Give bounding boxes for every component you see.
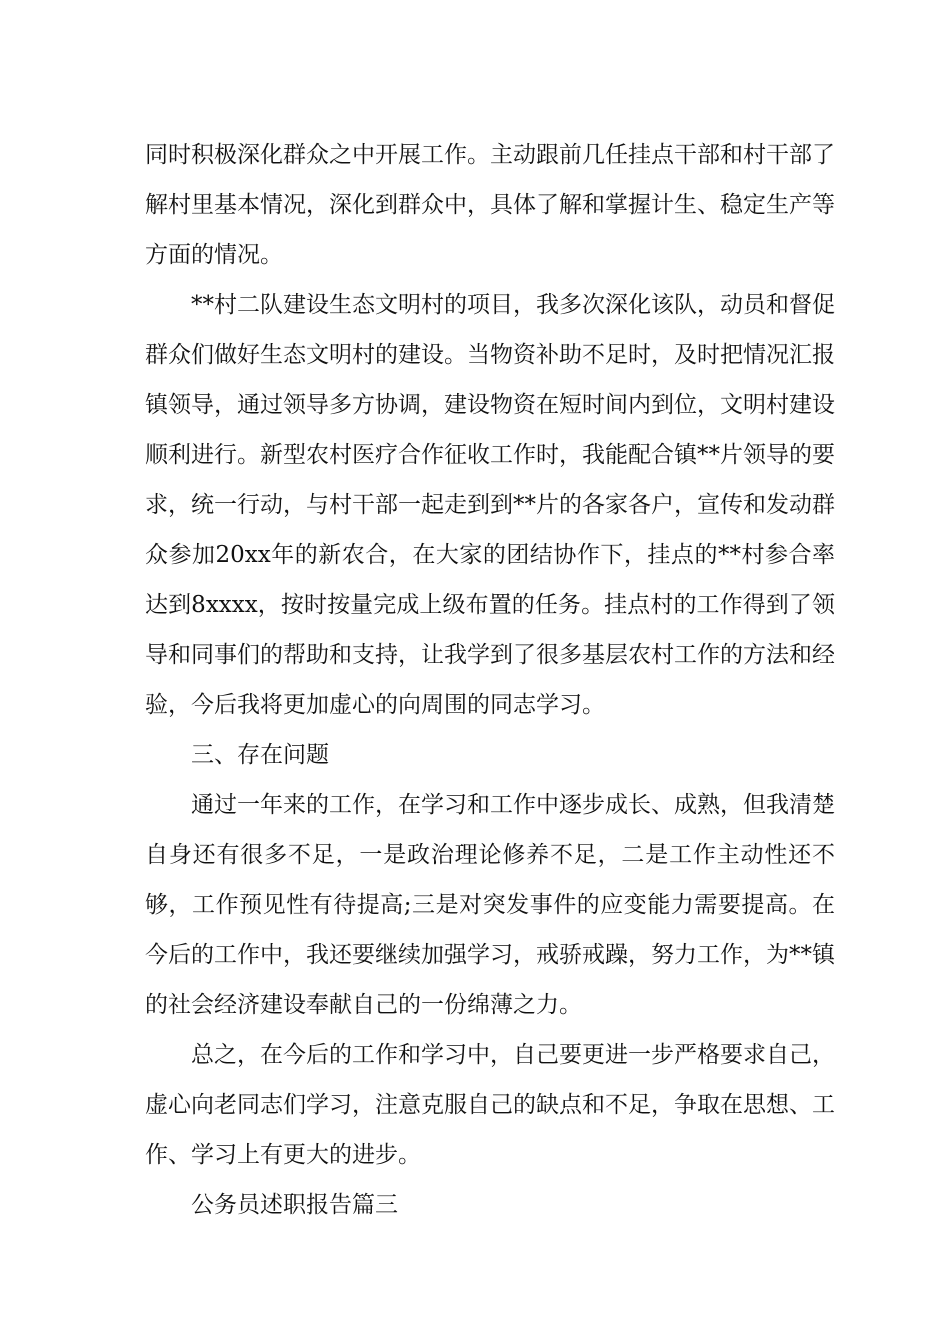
paragraph-conclusion: 总之，在今后的工作和学习中，自己要更进一步严格要求自己，虚心向老同志们学习，注意克服自己的缺点和不足，争取在思想、工作、学习上有更大的进步。 — [145, 1042, 835, 1168]
document-body — [145, 130, 835, 1230]
section-heading-problems: 三、存在问题 — [191, 742, 329, 768]
paragraph-village-project: **村二队建设生态文明村的项目，我多次深化该队，动员和督促群众们做好生态文明村的建设。当物资补助不足时，及时把情况汇报镇领导，通过领导多方协调，建设物资在短时间内到位，文明村建设顺利进行。新型农村医疗合作征收工作时，我能配合镇**片领导的要求，统一行动，与村干部一起走到到**片的各家各户，宣传和发动群众参加20xx年的新农合，在大家的团结协作下，挂点的**村参合率达到8xxxx，按时按量完成上级布置的任务。挂点村的工作得到了领导和同事们的帮助和支持，让我学到了很多基层农村工作的方法和经验，今后我将更加虚心的向周围的同志学习。 — [145, 292, 835, 718]
paragraph-continuation: 同时积极深化群众之中开展工作。主动跟前几任挂点干部和村干部了解村里基本情况，深化到群众中，具体了解和掌握计生、稳定生产等方面的情况。 — [145, 142, 835, 268]
paragraph-shortcomings: 通过一年来的工作，在学习和工作中逐步成长、成熟，但我清楚自身还有很多不足，一是政治理论修养不足，二是工作主动性还不够，工作预见性有待提高;三是对突发事件的应变能力需要提高。在今后的工作中，我还要继续加强学习，戒骄戒躁，努力工作，为**镇的社会经济建设奉献自己的一份绵薄之力。 — [145, 792, 835, 1018]
next-section-title: 公务员述职报告篇三 — [191, 1192, 398, 1218]
